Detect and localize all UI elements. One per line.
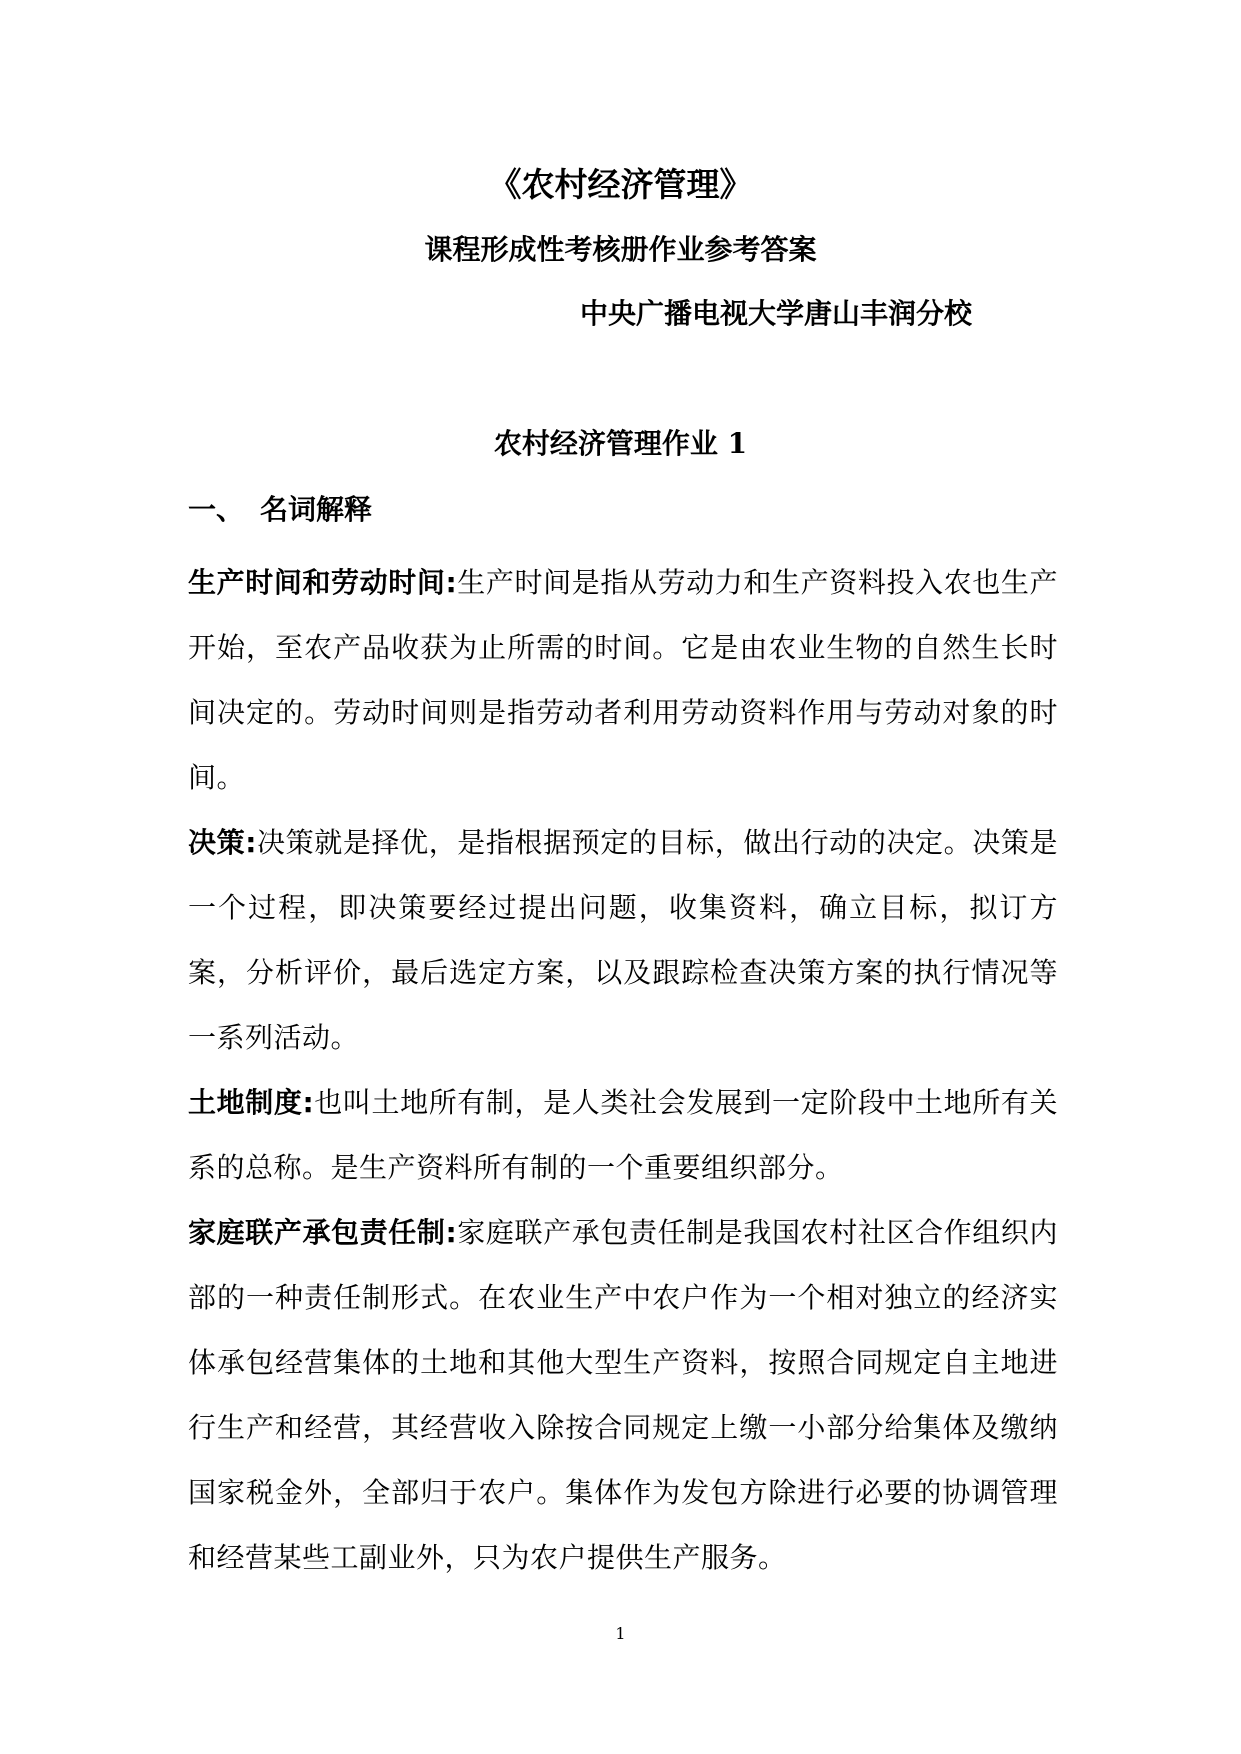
document-subtitle: 课程形成性考核册作业参考答案 (424, 233, 817, 266)
definition-text: 决策就是择优，是指根据预定的目标，做出行动的决定。决策是一个过程，即决策要经过提出问题，收集资料，确立目标，拟订方案，分析评价，最后选定方案，以及跟踪检查决策方案的执行情况等一系列活动。 (188, 826, 1058, 1054)
definition-term: 决策: (188, 826, 257, 859)
definition-text: 也叫土地所有制，是人类社会发展到一定阶段中土地所有关系的总称。是生产资料所有制的一个重要组织部分。 (188, 1086, 1058, 1184)
definition-entry (188, 810, 1058, 1070)
definition-entry (188, 1200, 1058, 1590)
document-title: 《农村经济管理》 (488, 165, 753, 204)
definitions-list (188, 550, 1058, 1590)
assignment-heading: 农村经济管理作业 1 (493, 427, 748, 460)
definition-entry (188, 550, 1058, 810)
section-number: 一、 (188, 493, 245, 526)
definition-text: 生产时间是指从劳动力和生产资料投入农也生产开始，至农产品收获为止所需的时间。它是由农业生物的自然生长时间决定的。劳动时间则是指劳动者利用劳动资料作用与劳动对象的时间。 (188, 566, 1058, 794)
definition-entry (188, 1070, 1058, 1200)
definition-term: 家庭联产承包责任制: (188, 1216, 458, 1249)
section-title: 名词解释 (260, 493, 373, 526)
school-name: 中央广播电视大学唐山丰润分校 (580, 297, 973, 330)
definition-text: 家庭联产承包责任制是我国农村社区合作组织内部的一种责任制形式。在农业生产中农户作为一个相对独立的经济实体承包经营集体的土地和其他大型生产资料，按照合同规定自主地进行生产和经营，其经营收入除按合同规定上缴一小部分给集体及缴纳国家税金外，全部归于农户。集体作为发包方除进行必要的协调管理和经营某些工副业外，只为农户提供生产服务。 (188, 1216, 1058, 1574)
page-number: 1 (615, 1624, 626, 1643)
definition-term: 生产时间和劳动时间: (188, 566, 458, 599)
definition-term: 土地制度: (188, 1086, 315, 1119)
section-heading (188, 488, 372, 532)
